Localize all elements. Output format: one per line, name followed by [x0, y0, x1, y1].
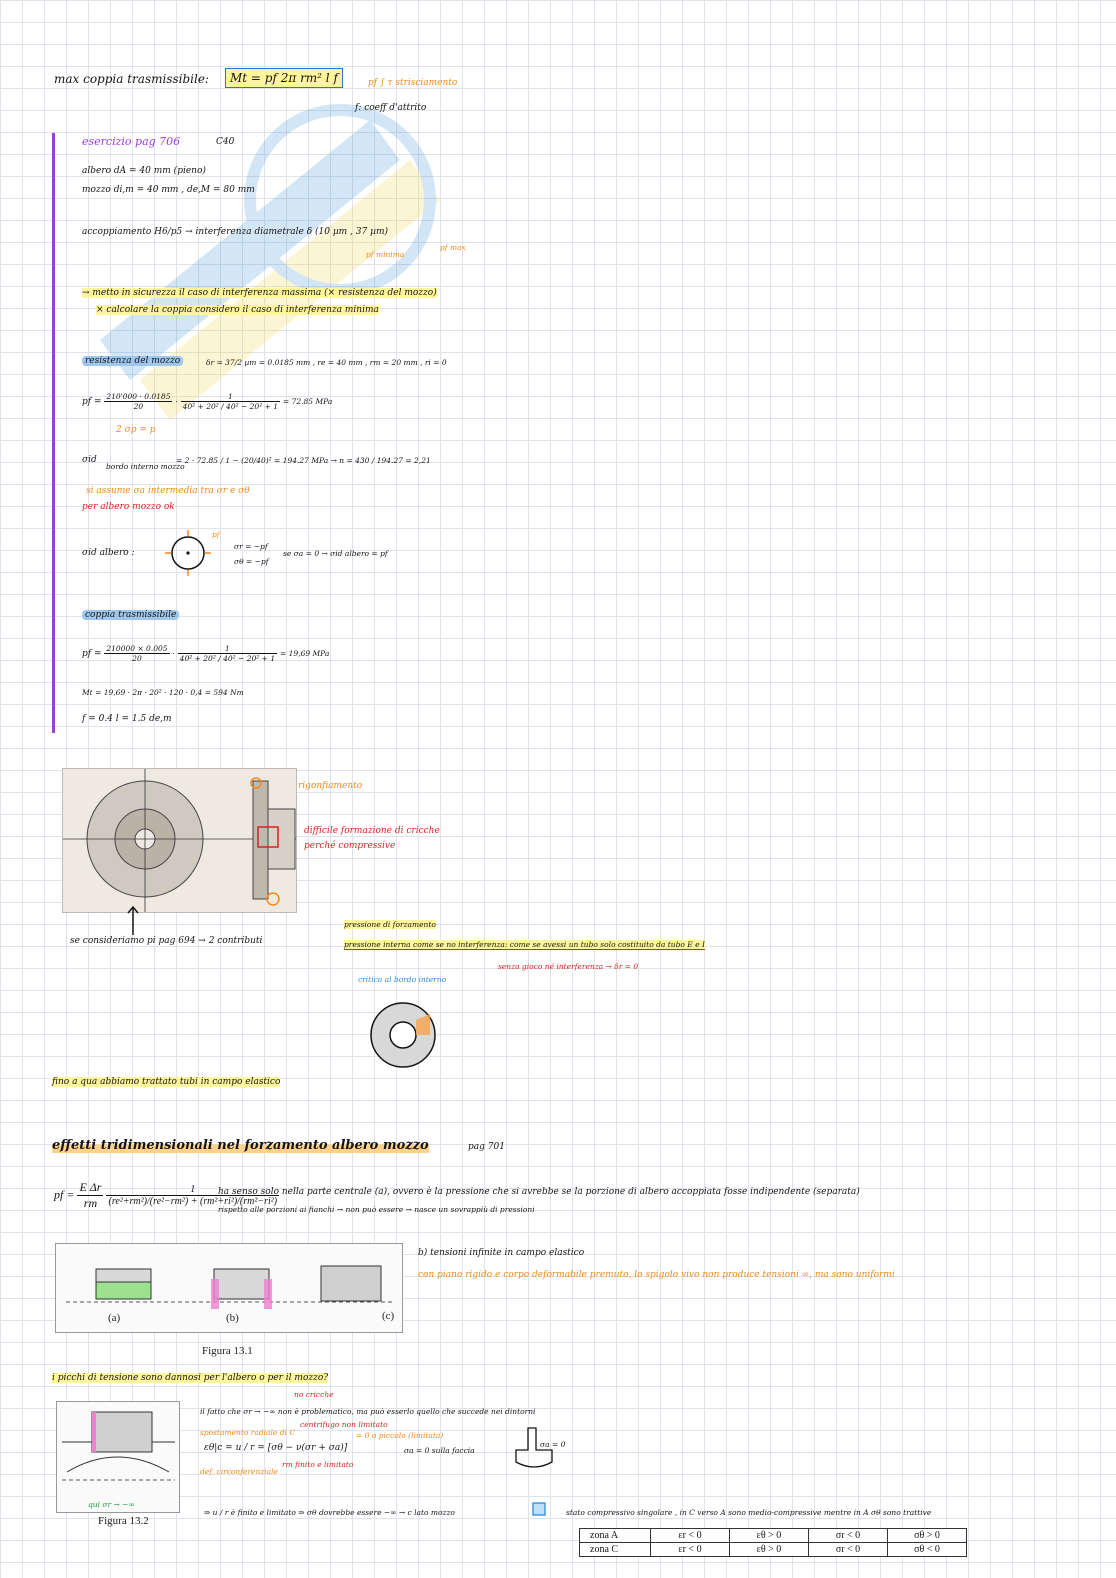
- pf2-result: = 19,69 MPa: [279, 649, 330, 658]
- def-label: def. circonferenziale: [200, 1467, 278, 1476]
- small-note: = 0 o piccolo (limitata): [356, 1431, 444, 1440]
- shaft-if: se σa = 0 → σid albero = pf: [283, 549, 388, 558]
- stato-note: stato compressivo singolare , in C verso A sono medio-compressive mentre in A σθ sono trattive: [566, 1508, 932, 1517]
- stress-diagram-svg: [63, 769, 296, 912]
- pf2-frac2-den: 40² + 20² / 40² − 20² + 1: [179, 654, 276, 663]
- pf-equation: [82, 392, 332, 411]
- b-note: b) tensioni infinite in campo elastico: [418, 1248, 585, 1258]
- pf2-frac1: [104, 644, 169, 663]
- no-gap-note: senza gioco né interferenza → δr = 0: [498, 962, 639, 971]
- pf-note: pf ∫ τ strisciamento: [368, 78, 458, 88]
- desc-line-1: ha senso solo nella parte centrale (a), ovvero è la pressione che si avrebbe se la porzione di albero accoppiata fosse indipendente (separata): [218, 1187, 860, 1197]
- pf-max-note: pf max: [440, 243, 466, 252]
- sid-label: σid: [82, 455, 97, 465]
- sid-shaft-label: σid albero :: [82, 548, 135, 558]
- sid-border: bordo interno mozzo: [106, 462, 185, 471]
- conclusion: ⇒ u / r è finito e limitato ⇒ σθ dovrebbe essere −∞ → c lato mozzo: [204, 1508, 455, 1517]
- table-cell: εr < 0: [651, 1529, 730, 1543]
- figure-13-1: [55, 1243, 403, 1333]
- pf-eq-lhs: pf =: [82, 397, 102, 407]
- elastic-note-text: fino a qua abbiamo trattato tubi in campo elastico: [52, 1077, 281, 1087]
- torque-label-text: coppia trasmissibile: [82, 610, 179, 620]
- pf-eq-frac1: [104, 392, 172, 411]
- contribution-1-text: pressione di forzamento: [344, 920, 436, 929]
- section2-title-text: effetti tridimensionali nel forzamento albero mozzo: [52, 1138, 429, 1153]
- pf-3d-frac2-den: (re²+rm²)/(re²−rm²) + (rm²+ri²)/(rm²−ri²): [108, 1196, 278, 1207]
- arrow-to-photo: [126, 905, 140, 935]
- pf-eq-times: ·: [175, 397, 178, 406]
- pf2-frac2-num: 1: [178, 644, 277, 654]
- table-cell: σr < 0: [809, 1543, 888, 1557]
- critical-note: critica al bordo interno: [358, 975, 447, 984]
- hub-resistance-label: [82, 356, 183, 367]
- pf-3d-frac: [77, 1180, 103, 1211]
- qui-note: qui σr → −∞: [88, 1500, 135, 1509]
- shaft-st: σθ = −pf: [234, 557, 269, 566]
- hub-resistance-data: δr = 37/2 µm = 0.0185 mm , re = 40 mm , rm = 20 mm , ri = 0: [206, 358, 447, 367]
- shaft-pressure-diagram: [164, 528, 214, 578]
- sid-for: per albero mozzo ok: [82, 502, 175, 512]
- zone-strain-table: [579, 1528, 967, 1557]
- pf2-num: 210000 × 0.005: [106, 644, 168, 653]
- hub-resistance-label-text: resistenza del mozzo: [82, 356, 183, 366]
- shaft-sr: σr = −pf: [234, 542, 268, 551]
- table-cell: σr < 0: [809, 1529, 888, 1543]
- table-row: [580, 1529, 967, 1543]
- orange-note: con piano rigido e corpo deformabile premuto, lo spigolo vivo non produce tensioni ∞, ma sono uniformi: [418, 1270, 895, 1280]
- fig-label-a: (a): [108, 1312, 121, 1324]
- hub-data: mozzo di,m = 40 mm , de,M = 80 mm: [82, 185, 255, 195]
- shaft-data: albero dA = 40 mm (pieno): [82, 166, 206, 176]
- figure-13-2: [56, 1401, 180, 1513]
- fig-label-c: (c): [382, 1310, 395, 1322]
- radial-disp-note: spostamento radiale di C: [200, 1428, 296, 1437]
- pf-3d-lhs: pf =: [54, 1187, 75, 1202]
- consider-note: se consideriamo pi pag 694 → 2 contributi: [70, 936, 263, 946]
- table-row: [580, 1543, 967, 1557]
- contribution-1: [344, 920, 436, 929]
- pf-min-note: pf minima: [366, 250, 405, 259]
- pf2-equation: [82, 644, 329, 663]
- table-cell: σθ > 0: [888, 1529, 967, 1543]
- torque-label: [82, 610, 179, 621]
- bulge-note: rigonfiamento: [298, 781, 363, 791]
- pf-eq-result: = 72.85 MPa: [282, 397, 333, 406]
- eps-formula: εθ|c = u / r = [σθ − ν(σr + σa)]: [204, 1443, 348, 1453]
- centrifugal-note: centrifugo non limitato: [300, 1420, 388, 1429]
- tube-pressure-diagram: [368, 1000, 438, 1070]
- friction-length: f = 0.4 l = 1.5 de,m: [82, 714, 172, 724]
- friction-note: f: coeff d'attrito: [355, 103, 427, 113]
- pf-eq-num: 210'000 · 0.0185: [106, 392, 171, 401]
- cracks-note-2: perché compressive: [304, 841, 396, 851]
- pf-eq-frac2-den: 40² + 20² / 40² − 20² + 1: [182, 402, 279, 411]
- table-cell: σθ < 0: [888, 1543, 967, 1557]
- pf-arrow-label: pf: [212, 530, 220, 539]
- note-max-interference: [82, 288, 437, 299]
- contribution-2-text: pressione interna come se no interferenza: come se avessi un tubo solo costituito da tubo E e I: [344, 940, 705, 949]
- pf-3d-num: E Δr: [79, 1180, 102, 1194]
- contribution-2: [344, 940, 705, 949]
- max-torque-formula: Mt = pf 2π rm² l f: [225, 68, 343, 88]
- sa-face-sketch: [508, 1422, 558, 1474]
- fig-label-b: (b): [226, 1312, 239, 1324]
- sa0-label: σa = 0: [540, 1440, 566, 1449]
- section2-page: pag 701: [468, 1142, 505, 1152]
- pf-eq-frac2-num: 1: [181, 392, 280, 402]
- pf2-frac2: [178, 644, 277, 663]
- table-cell: zona C: [580, 1543, 651, 1557]
- note-min-interference: [96, 305, 379, 316]
- section3-line1: il fatto che σr → −∞ non è problematico, ma può esserlo quello che succede nei dintorni: [200, 1407, 536, 1416]
- rm-note: rm finito e limitato: [282, 1460, 354, 1469]
- exercise-bar: [52, 133, 55, 733]
- section2-title: [52, 1138, 429, 1154]
- note-max-text: → metto in sicurezza il caso di interferenza massima (× resistenza del mozzo): [82, 288, 437, 298]
- pf2-times: ·: [172, 649, 175, 658]
- desc-line-2: rispetto alle porzioni ai fianchi → non può essere → nasce un sovrappiù di pressioni: [218, 1205, 535, 1214]
- hub-element-icon: [528, 1498, 550, 1520]
- table-cell: εθ > 0: [730, 1543, 809, 1557]
- stress-distribution-photo: [62, 768, 297, 913]
- elastic-note: [52, 1077, 280, 1088]
- torque-result: Mt = 19,69 · 2π · 20² · 120 · 0,4 = 594 Nm: [82, 688, 244, 697]
- no-cricche-note: no cricche: [294, 1390, 334, 1399]
- pf-eq-frac2: [181, 392, 280, 411]
- sid-note: 2 σp = p: [116, 425, 156, 435]
- exercise-title: esercizio pag 706: [82, 135, 181, 148]
- cracks-note-1: difficile formazione di cricche: [304, 826, 440, 836]
- section3-question-text: i picchi di tensione sono dannosi per l'albero o per il mozzo?: [52, 1373, 329, 1383]
- pf-eq-den: 20: [133, 402, 144, 411]
- exercise-grade: C40: [216, 137, 235, 147]
- coupling-data: accoppiamento H6/p5 → interferenza diametrale δ (10 µm , 37 µm): [82, 227, 389, 237]
- pf2-den: 20: [132, 654, 142, 663]
- sa-note: σa = 0 sulla faccia: [404, 1446, 475, 1455]
- pf-3d-den: rm: [83, 1196, 98, 1210]
- table-cell: εθ > 0: [730, 1529, 809, 1543]
- figure-13-2-caption: Figura 13.2: [98, 1515, 149, 1527]
- figure-13-1-caption: Figura 13.1: [202, 1345, 253, 1357]
- note-min-text: × calcolare la coppia considero il caso di interferenza minima: [96, 305, 379, 315]
- table-cell: zona A: [580, 1529, 651, 1543]
- pf-3d-frac2-num: 1: [106, 1184, 279, 1196]
- sid-calc: = 2 · 72.85 / 1 − (20/40)² = 194.27 MPa → n = 430 / 194.27 = 2,21: [176, 456, 431, 465]
- table-cell: εr < 0: [651, 1543, 730, 1557]
- section3-question: [52, 1373, 328, 1384]
- figure-13-2-svg: [57, 1402, 179, 1512]
- sid-assume: si assume σa intermedia tra σr e σθ: [86, 486, 250, 496]
- pf2-lhs: pf =: [82, 649, 102, 659]
- max-torque-label: max coppia trasmissibile:: [54, 72, 209, 86]
